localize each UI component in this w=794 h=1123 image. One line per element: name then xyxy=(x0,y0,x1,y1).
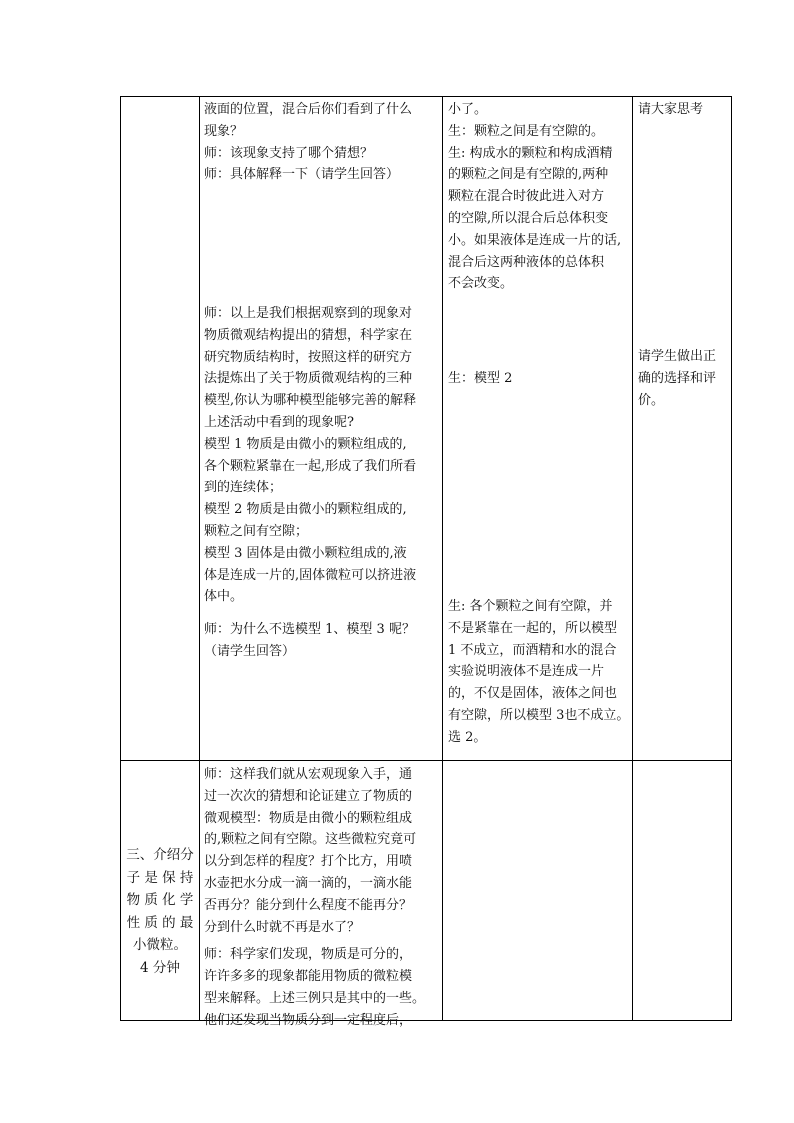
section-line: 子 是 保 持 xyxy=(126,869,194,886)
text-line: 生：模型 2 xyxy=(448,371,513,386)
text-line: 体中。 xyxy=(204,589,244,605)
text-line: 的颗粒之间是有空隙的,两种 xyxy=(448,167,609,183)
text-line: 价。 xyxy=(638,392,665,408)
text-line: （请学生回答） xyxy=(204,643,296,659)
text-line: 师：为什么不选模型 1、模型 3 呢？ xyxy=(204,622,415,637)
text-line: 水壶把水分成一滴一滴的，一滴水能 xyxy=(204,875,413,891)
text-line: 现象？ xyxy=(204,123,244,139)
teacher-block-e xyxy=(204,764,440,938)
text-line: 小。如果液体是连成一片的话, xyxy=(448,232,622,248)
text-line: 法提炼出了关于物质微观结构的三种 xyxy=(204,371,413,387)
text-line: 有空隙，所以模型 3也不成立。 xyxy=(448,707,630,723)
table-top-border xyxy=(120,96,732,97)
column-divider-3 xyxy=(632,96,633,1021)
text-line: 分到什么时就不再是水了？ xyxy=(204,919,361,935)
text-line: 液面的位置，混合后你们看到了什么 xyxy=(204,102,413,117)
teacher-block-a xyxy=(204,99,440,186)
model-list xyxy=(204,434,440,608)
text-line: 的空隙,所以混合后总体积变 xyxy=(448,210,609,226)
text-line: 不是紧靠在一起的，所以模型 xyxy=(448,620,618,636)
text-line: 颗粒之间有空隙； xyxy=(204,523,309,539)
text-line: 颗粒在混合时彼此进入对方 xyxy=(448,189,605,205)
text-line: 微观模型：物质是由微小的颗粒组成 xyxy=(204,810,413,826)
row1-intent-cell xyxy=(638,99,730,121)
teacher-block-d xyxy=(204,619,440,663)
teacher-block-f xyxy=(204,944,440,1031)
text-line: 师：这样我们就从宏观现象入手，通 xyxy=(204,767,413,782)
text-line: 生: 各个颗粒之间有空隙，并 xyxy=(448,599,613,614)
text-line: 请大家思考 xyxy=(638,102,704,117)
section-line: 三、介绍分 xyxy=(126,847,194,863)
section-line: 物 质 化 学 xyxy=(126,892,194,908)
section-duration: 4 分钟 xyxy=(140,959,180,976)
text-line: 上述活动中看到的现象呢? xyxy=(204,414,354,430)
row1-teacher-question-cell xyxy=(204,619,440,663)
text-line: 师：具体解释一下（请学生回答） xyxy=(204,167,400,183)
student-block-a xyxy=(448,99,631,295)
row1-student-cell xyxy=(448,99,631,295)
row1-teacher-cell xyxy=(204,99,440,186)
text-line: 师：以上是我们根据观察到的现象对 xyxy=(204,306,413,321)
student-block-c xyxy=(448,596,631,749)
table-right-border xyxy=(731,96,732,1021)
text-line: 许许多多的现象都能用物质的微粒模 xyxy=(204,969,413,985)
text-line: 过一次次的猜想和论证建立了物质的 xyxy=(204,788,413,804)
column-divider-2 xyxy=(442,96,443,1021)
text-line: 模型,你认为哪种模型能够完善的解释 xyxy=(204,393,417,409)
text-line: 选 2。 xyxy=(448,729,487,745)
text-line: 各个颗粒紧靠在一起,形成了我们所看 xyxy=(204,458,417,474)
text-line: 型来解释。上述三例只是其中的一些。 xyxy=(204,990,426,1006)
column-divider-1 xyxy=(199,96,200,1021)
text-line: 模型 1 物质是由微小的颗粒组成的, xyxy=(204,436,407,452)
text-line: 以分到怎样的程度？打个比方，用喷 xyxy=(204,854,413,870)
row1-intent-evaluate-cell xyxy=(638,346,730,411)
row-divider xyxy=(120,760,732,761)
text-line: 确的选择和评 xyxy=(638,370,717,386)
row2-section-heading xyxy=(121,844,199,979)
text-line: 生：颗粒之间是有空隙的。 xyxy=(448,123,605,139)
text-line: 生: 构成水的颗粒和构成酒精 xyxy=(448,145,613,161)
text-line: 师：科学家们发现，物质是可分的， xyxy=(204,947,413,963)
text-line: 模型 3 固体是由微小颗粒组成的,液 xyxy=(204,545,407,561)
section-line: 性 质 的 最 xyxy=(126,914,194,931)
text-line: 到的连续体； xyxy=(204,480,283,496)
row1-student-model-answer xyxy=(448,368,631,390)
text-line: 小了。 xyxy=(448,102,488,117)
row2-teacher-cell xyxy=(204,764,440,1032)
text-line: 他们还发现当物质分到一定程度后， xyxy=(204,1012,413,1028)
section-line: 小微粒。 xyxy=(133,937,187,953)
text-line: 否再分？能分到什么程度不能再分？ xyxy=(204,897,413,913)
text-line: 的,颗粒之间有空隙。这些微粒究竟可 xyxy=(204,832,417,848)
text-line: 1 不成立，而酒精和水的混合 xyxy=(448,642,617,658)
row1-teacher-models-cell xyxy=(204,303,440,608)
text-line: 物质微观结构提出的猜想，科学家在 xyxy=(204,327,413,343)
text-line: 混合后这两种液体的总体积 xyxy=(448,254,605,270)
text-line: 的，不仅是固体，液体之间也 xyxy=(448,686,618,702)
text-line: 请学生做出正 xyxy=(638,349,717,364)
text-line: 不会改变。 xyxy=(448,276,514,292)
text-line: 研究物质结构时，按照这样的研究方 xyxy=(204,349,413,365)
text-line: 模型 2 物质是由微小的颗粒组成的, xyxy=(204,502,407,518)
teacher-block-b xyxy=(204,303,440,434)
text-line: 体是连成一片的,固体微粒可以挤进液 xyxy=(204,567,417,583)
text-line: 实验说明液体不是连成一片 xyxy=(448,664,605,680)
row1-student-explanation xyxy=(448,596,631,749)
text-line: 师：该现象支持了哪个猜想？ xyxy=(204,145,374,161)
